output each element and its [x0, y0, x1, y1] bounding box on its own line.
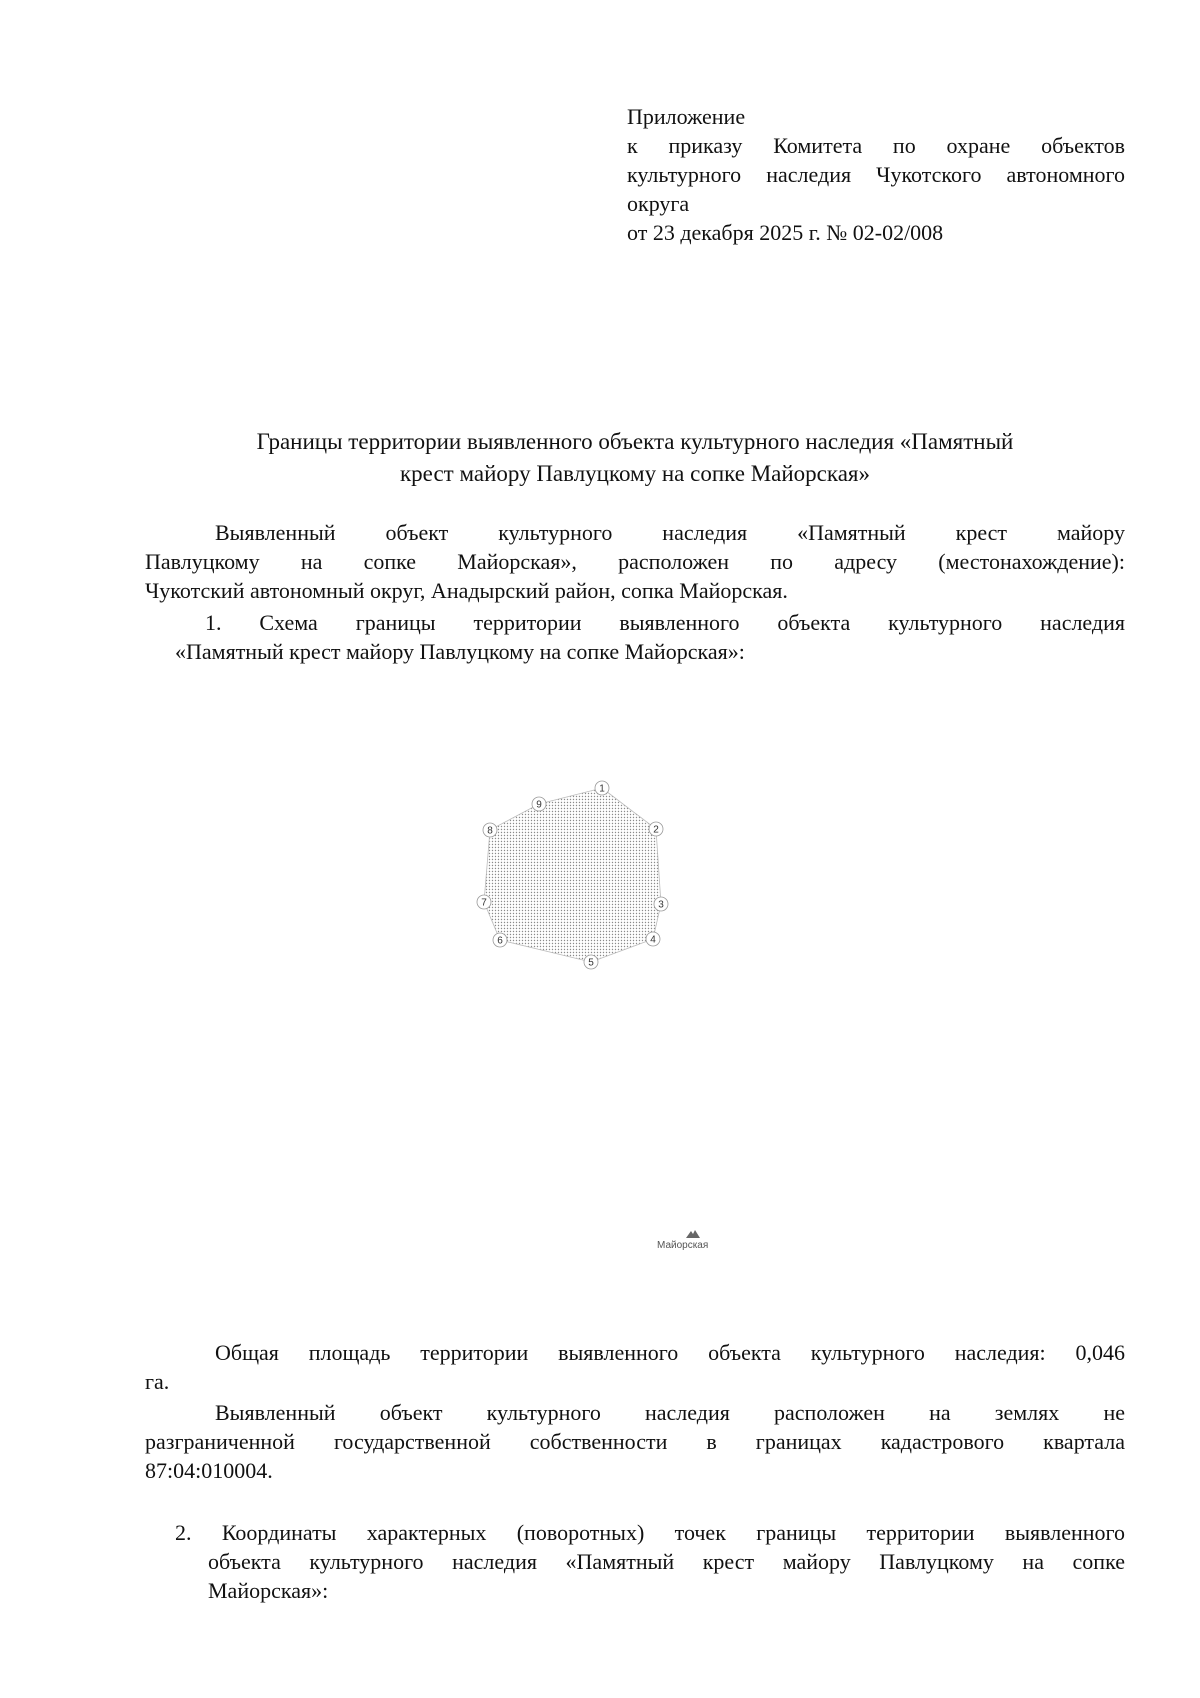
boundary-point-label-8: 8	[487, 825, 493, 837]
land-line-3: 87:04:010004.	[145, 1458, 273, 1483]
intro-paragraph	[145, 518, 1125, 605]
appendix-title: Приложение	[627, 104, 746, 129]
title-line-2: крест майору Павлуцкому на сопке Майорская»	[400, 461, 870, 486]
boundary-point-label-1: 1	[599, 783, 605, 795]
area-line-2: га.	[145, 1369, 170, 1394]
section-2-line-1: 2. Координаты характерных (поворотных) точек границы территории выявленного	[175, 1520, 1125, 1545]
land-paragraph	[145, 1398, 1125, 1485]
boundary-area	[484, 788, 661, 962]
section-2-line-3: Майорская»:	[208, 1578, 329, 1603]
intro-line-1: Выявленный объект культурного наследия «Памятный крест майору	[215, 520, 1125, 545]
appendix-district-line: округа	[627, 191, 690, 216]
section-2-heading	[175, 1518, 1125, 1605]
intro-line-3: Чукотский автономный округ, Анадырский район, сопка Майорская.	[145, 578, 788, 603]
area-line-1: Общая площадь территории выявленного объекта культурного наследия: 0,046	[215, 1340, 1125, 1365]
document-title	[145, 426, 1125, 490]
boundary-scheme	[470, 780, 710, 1260]
boundary-point-label-6: 6	[497, 935, 503, 947]
section-2-line-2: объекта культурного наследия «Памятный крест майору Павлуцкому на сопке	[208, 1549, 1125, 1574]
land-line-2: разграниченной государственной собственности в границах кадастрового квартала	[145, 1429, 1125, 1454]
intro-line-2: Павлуцкому на сопке Майорская», расположен по адресу (местонахождение):	[145, 549, 1125, 574]
title-line-1: Границы территории выявленного объекта культурного наследия «Памятный	[256, 429, 1014, 454]
map-label-mayorskaya: Майорская	[657, 1240, 709, 1251]
section-1-heading	[175, 608, 1125, 666]
boundary-point-label-5: 5	[588, 957, 594, 969]
appendix-committee-line: культурного наследия Чукотского автономного	[627, 162, 1125, 187]
appendix-header	[627, 102, 1125, 247]
boundary-point-label-3: 3	[658, 899, 664, 911]
appendix-order-line: к приказу Комитета по охране объектов	[627, 133, 1125, 158]
section-1-line-1: 1. Схема границы территории выявленного объекта культурного наследия	[205, 610, 1125, 635]
area-paragraph	[145, 1338, 1125, 1396]
boundary-polygon-svg	[470, 780, 710, 1010]
boundary-point-label-2: 2	[653, 824, 659, 836]
land-line-1: Выявленный объект культурного наследия расположен на землях не	[215, 1400, 1125, 1425]
boundary-point-label-4: 4	[650, 934, 656, 946]
mountain-icon	[686, 1228, 700, 1238]
section-1-line-2: «Памятный крест майору Павлуцкому на сопке Майорская»:	[175, 639, 745, 664]
boundary-point-label-7: 7	[481, 897, 487, 909]
boundary-point-label-9: 9	[536, 799, 542, 811]
appendix-date-line: от 23 декабря 2025 г. № 02-02/008	[627, 220, 944, 245]
